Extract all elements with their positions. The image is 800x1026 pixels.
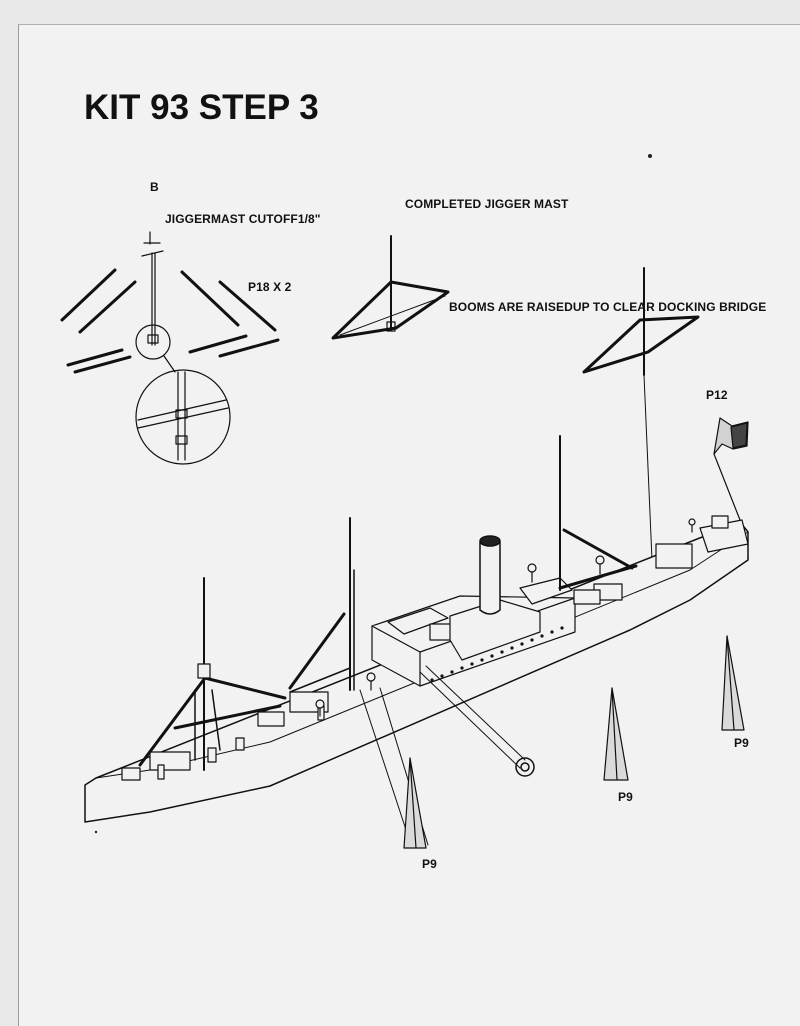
aft-mast-rigging <box>560 436 636 590</box>
detail-b-label: B <box>150 180 159 194</box>
completed-jigger-mast <box>333 236 448 338</box>
jiggermast-cutoff-detail <box>136 232 230 464</box>
part-p9-label: P9 <box>422 857 437 871</box>
part-p18-label: P18 X 2 <box>248 280 292 294</box>
booms-note-label: BOOMS ARE RAISEDUP TO CLEAR DOCKING BRIDGE <box>449 300 767 314</box>
part-p12-label: P12 <box>706 388 728 402</box>
p18-boom-parts <box>62 270 278 372</box>
funnel <box>480 536 500 614</box>
part-p9-label: P9 <box>734 736 749 750</box>
jiggermast-cutoff-label: JIGGERMAST CUTOFF1/8" <box>165 212 321 226</box>
page-title: KIT 93 STEP 3 <box>84 88 319 127</box>
raised-booms-mast <box>584 268 698 560</box>
flag-part-p12 <box>714 418 748 520</box>
mainmast-rigging <box>290 518 354 692</box>
completed-jigger-mast-label: COMPLETED JIGGER MAST <box>405 197 569 211</box>
part-p9-label: P9 <box>618 790 633 804</box>
